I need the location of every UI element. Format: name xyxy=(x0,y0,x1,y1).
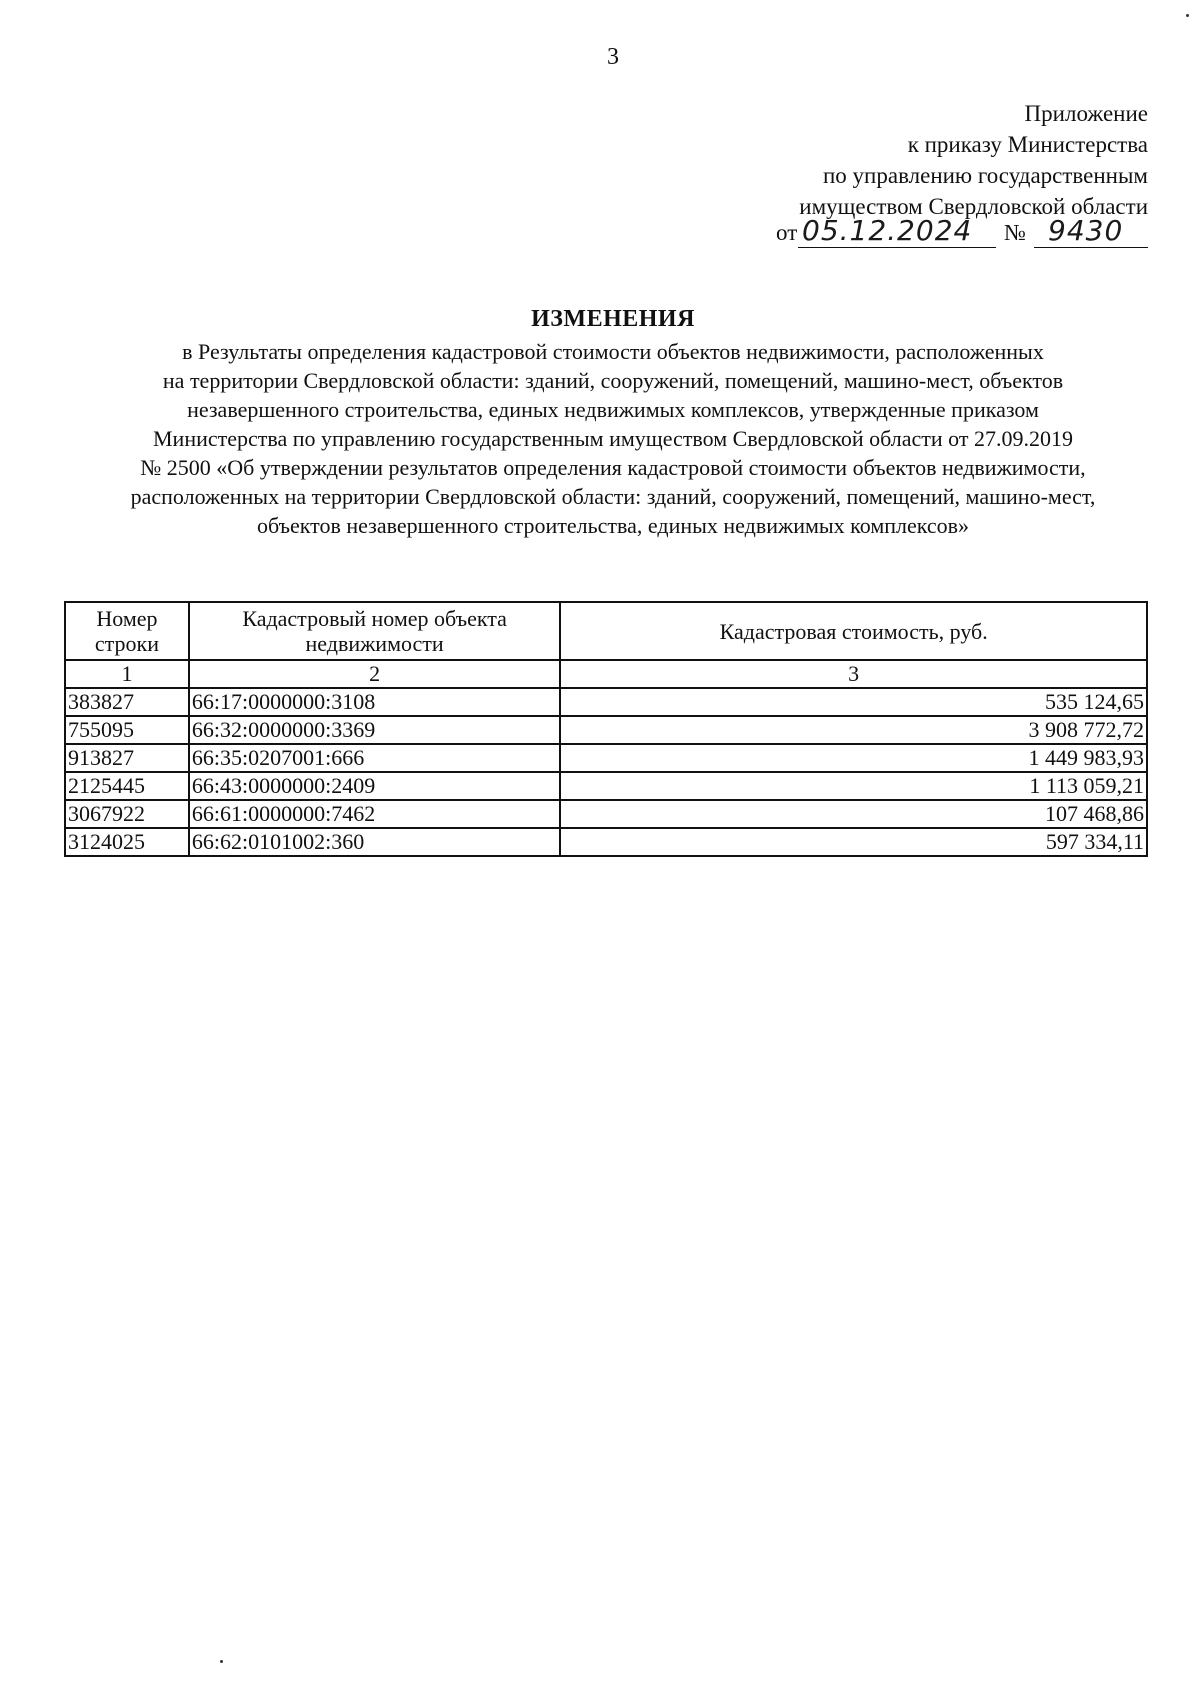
cadastral-value-table xyxy=(64,601,1148,857)
appendix-line-3: по управлению государственным xyxy=(823,163,1148,188)
row-number-cell: 3124025 xyxy=(65,828,189,856)
handwritten-date: 05.12.2024 xyxy=(802,214,973,247)
from-label: от xyxy=(776,220,798,245)
scan-speck xyxy=(220,1660,223,1663)
title-line-4: Министерства по управлению государственным имуществом Свердловской области от 27.09.2019 xyxy=(152,426,1073,451)
cadastral-number-cell: 66:61:0000000:7462 xyxy=(189,800,560,828)
table-row xyxy=(65,716,1147,744)
row-number-cell: 2125445 xyxy=(65,772,189,800)
title-line-5: № 2500 «Об утверждении результатов определения кадастровой стоимости объектов недвижимости, xyxy=(140,455,1086,480)
number-label: № xyxy=(1004,220,1026,245)
appendix-line-4: имуществом Свердловской области xyxy=(799,194,1148,219)
cadastral-value-cell: 535 124,65 xyxy=(560,688,1147,716)
appendix-line-1: Приложение xyxy=(1024,101,1148,126)
row-number-cell: 755095 xyxy=(65,716,189,744)
document-heading: ИЗМЕНЕНИЯ xyxy=(531,306,695,332)
cadastral-value-cell: 3 908 772,72 xyxy=(560,716,1147,744)
table-row xyxy=(65,772,1147,800)
title-line-2: на территории Свердловской области: зданий, сооружений, помещений, машино-мест, объектов xyxy=(162,368,1064,393)
appendix-line-2: к приказу Министерства xyxy=(907,132,1148,157)
column-number: 3 xyxy=(560,660,1147,688)
cadastral-number-cell: 66:35:0207001:666 xyxy=(189,744,560,772)
cadastral-number-cell: 66:32:0000000:3369 xyxy=(189,716,560,744)
cadastral-number-cell: 66:62:0101002:360 xyxy=(189,828,560,856)
row-number-cell: 913827 xyxy=(65,744,189,772)
table-row xyxy=(65,800,1147,828)
date-underline xyxy=(798,247,996,248)
title-line-6: расположенных на территории Свердловской области: зданий, сооружений, помещений, машино-мест, xyxy=(130,484,1096,509)
row-number-cell: 3067922 xyxy=(65,800,189,828)
table-row xyxy=(65,744,1147,772)
number-underline xyxy=(1034,247,1148,248)
scan-speck xyxy=(1186,14,1189,17)
header-row-number: Номер строки xyxy=(65,602,189,660)
document-title-block xyxy=(60,306,1166,540)
header-cadastral-value: Кадастровая стоимость, руб. xyxy=(560,602,1147,660)
cadastral-value-cell: 1 113 059,21 xyxy=(560,772,1147,800)
title-line-7: объектов незавершенного строительства, единых недвижимых комплексов» xyxy=(256,513,970,538)
row-number-cell: 383827 xyxy=(65,688,189,716)
cadastral-value-cell: 107 468,86 xyxy=(560,800,1147,828)
table-row xyxy=(65,828,1147,856)
table-row xyxy=(65,688,1147,716)
cadastral-number-cell: 66:43:0000000:2409 xyxy=(189,772,560,800)
title-line-1: в Результаты определения кадастровой стоимости объектов недвижимости, расположенных xyxy=(182,339,1044,364)
cadastral-number-cell: 66:17:0000000:3108 xyxy=(189,688,560,716)
column-number: 1 xyxy=(65,660,189,688)
column-number: 2 xyxy=(189,660,560,688)
order-date-number-line xyxy=(776,214,1148,248)
handwritten-number: 9430 xyxy=(1048,214,1124,247)
header-cadastral-number: Кадастровый номер объекта недвижимости xyxy=(189,602,560,660)
cadastral-value-cell: 597 334,11 xyxy=(560,828,1147,856)
title-line-3: незавершенного строительства, единых недвижимых комплексов, утвержденные приказом xyxy=(187,397,1039,422)
table-header-row xyxy=(65,602,1147,660)
page-number: 3 xyxy=(607,44,619,70)
column-number-row xyxy=(65,660,1147,688)
appendix-block xyxy=(799,98,1148,222)
cadastral-value-cell: 1 449 983,93 xyxy=(560,744,1147,772)
